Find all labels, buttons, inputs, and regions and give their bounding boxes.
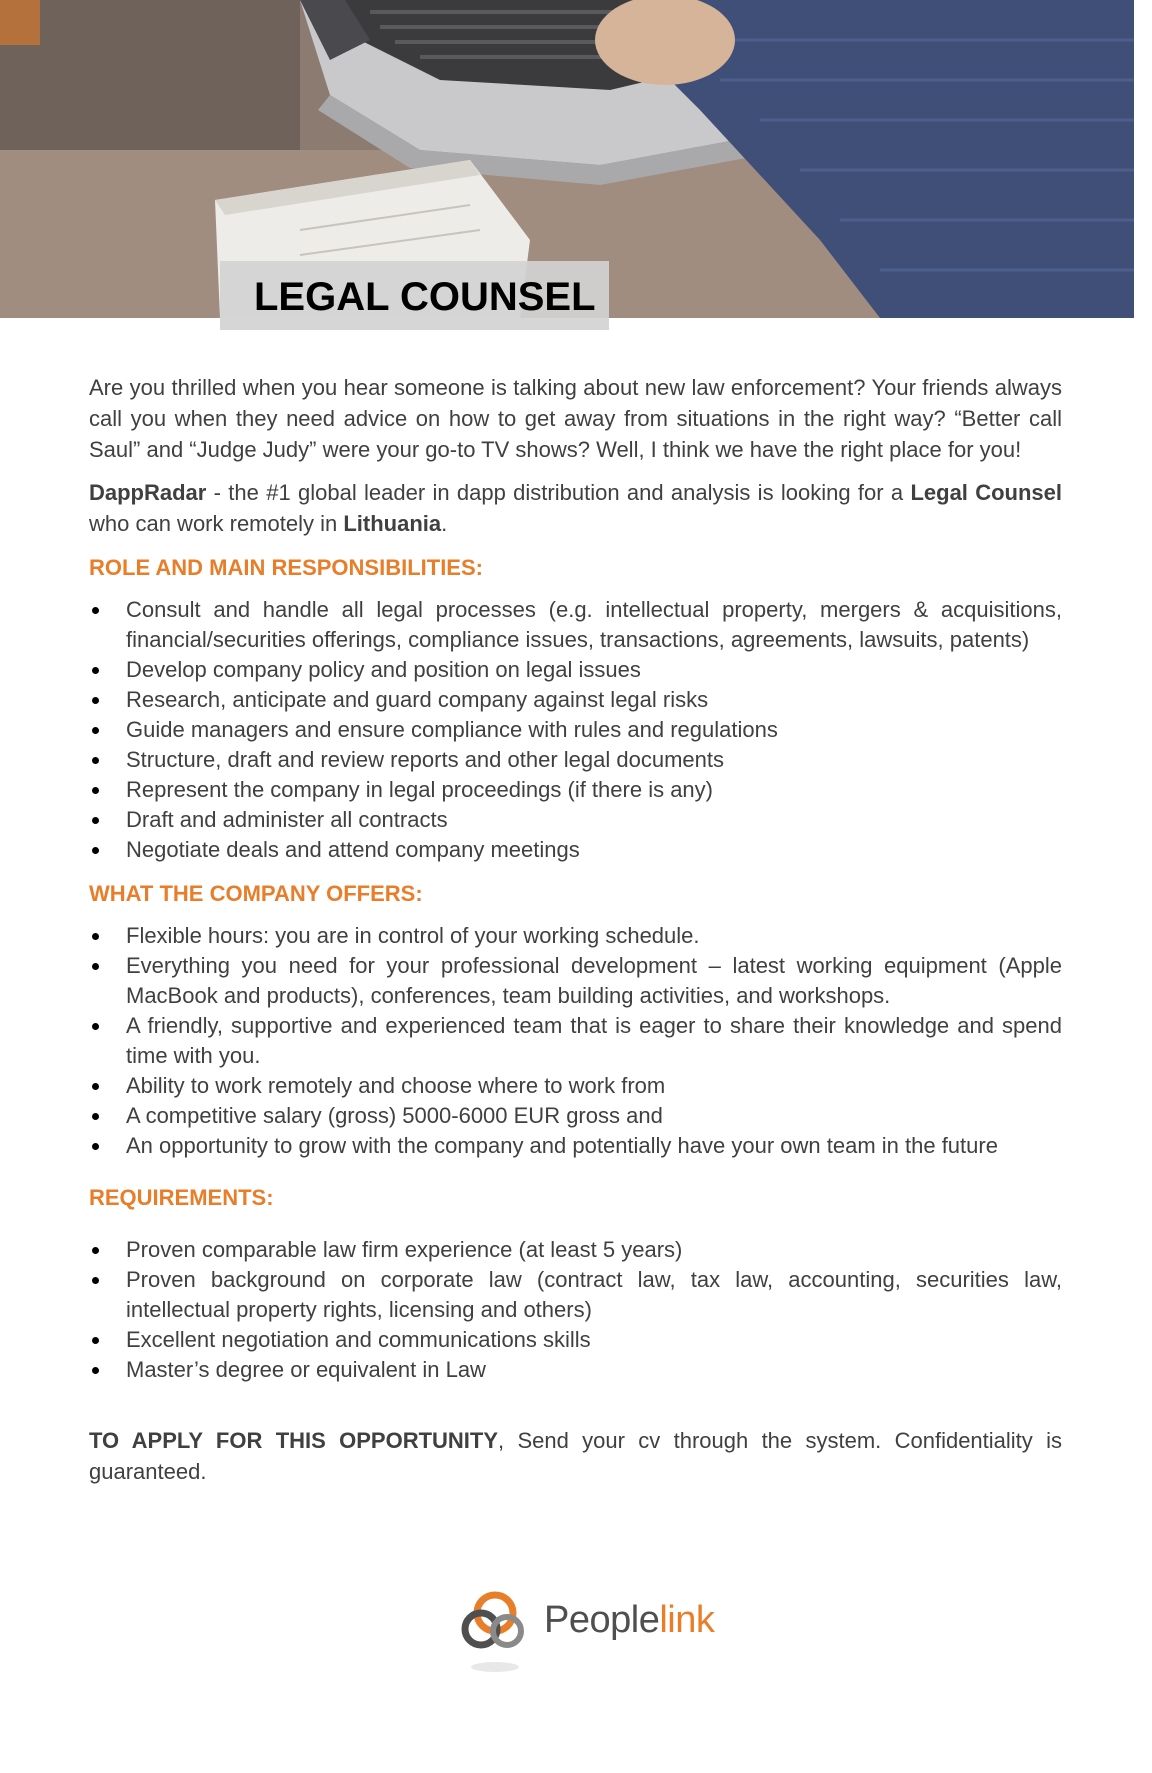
bullet-icon xyxy=(92,1143,99,1150)
apply-label: TO APPLY FOR THIS OPPORTUNITY xyxy=(89,1428,499,1453)
bullet-icon xyxy=(92,963,99,970)
bullet-icon xyxy=(92,1367,99,1374)
bullet-icon xyxy=(92,607,99,614)
list-item: Guide managers and ensure compliance with rules and regulations xyxy=(89,715,1062,745)
bullet-icon xyxy=(92,1083,99,1090)
company-name: DappRadar xyxy=(89,480,207,505)
list-item: Develop company policy and position on legal issues xyxy=(89,655,1062,685)
list-item: An opportunity to grow with the company and potentially have your own team in the future xyxy=(89,1131,1062,1161)
title-banner xyxy=(220,261,609,330)
company-paragraph xyxy=(89,477,1062,539)
company-text-end: . xyxy=(441,511,448,536)
responsibilities-list xyxy=(89,595,1062,865)
bullet-icon xyxy=(92,697,99,704)
apply-text: , Send your cv through the system. Confidentiality is guaranteed. xyxy=(89,1428,1062,1484)
logo-wordmark: Peoplelink xyxy=(544,1599,715,1641)
bullet-icon xyxy=(92,1023,99,1030)
list-item: Research, anticipate and guard company against legal risks xyxy=(89,685,1062,715)
company-text-2: who can work remotely in xyxy=(89,511,344,536)
intro-paragraph: Are you thrilled when you hear someone is talking about new law enforcement? Your friends always call you when they need advice on how to get away from situations in the right way? “Better call Saul” and “Judge Judy” were your go-to TV shows? Well, I think we have the right place for you! xyxy=(89,375,1062,462)
list-item: A competitive salary (gross) 5000-6000 EUR gross and xyxy=(89,1101,1062,1131)
list-item: Consult and handle all legal processes (e.g. intellectual property, mergers & acquisitions, financial/securities offerings, compliance issues, transactions, agreements, lawsuits, patents) xyxy=(89,595,1062,655)
page-title: LEGAL COUNSEL xyxy=(254,275,596,319)
bullet-icon xyxy=(92,757,99,764)
bullet-icon xyxy=(92,787,99,794)
role-name: Legal Counsel xyxy=(910,480,1063,505)
bullet-icon xyxy=(92,1113,99,1120)
list-item: Structure, draft and review reports and other legal documents xyxy=(89,745,1062,775)
requirements-list xyxy=(89,1235,1062,1385)
list-item: Proven comparable law firm experience (at least 5 years) xyxy=(89,1235,1062,1265)
bullet-icon xyxy=(92,1247,99,1254)
list-item: Master’s degree or equivalent in Law xyxy=(89,1355,1062,1385)
list-item: Proven background on corporate law (contract law, tax law, accounting, securities law, intellectual property rights, licensing and others) xyxy=(89,1265,1062,1325)
company-text: - the #1 global leader in dapp distribution and analysis is looking for a xyxy=(206,480,911,505)
responsibilities-heading: ROLE AND MAIN RESPONSIBILITIES: xyxy=(89,555,483,580)
peoplelink-logo-icon xyxy=(455,1585,535,1680)
list-item: Everything you need for your professional development – latest working equipment (Apple MacBook and products), conferences, team building activities, and workshops. xyxy=(89,951,1062,1011)
list-item: Draft and administer all contracts xyxy=(89,805,1062,835)
list-item: Negotiate deals and attend company meetings xyxy=(89,835,1062,865)
offers-heading: WHAT THE COMPANY OFFERS: xyxy=(89,881,423,906)
list-item: Represent the company in legal proceedings (if there is any) xyxy=(89,775,1062,805)
requirements-heading: REQUIREMENTS: xyxy=(89,1185,274,1210)
bullet-icon xyxy=(92,817,99,824)
bullet-icon xyxy=(92,727,99,734)
peoplelink-logo xyxy=(455,1585,715,1680)
apply-paragraph xyxy=(89,1425,1062,1487)
bullet-icon xyxy=(92,847,99,854)
bullet-icon xyxy=(92,1277,99,1284)
bullet-icon xyxy=(92,1337,99,1344)
offers-list xyxy=(89,921,1062,1161)
location-name: Lithuania xyxy=(343,511,442,536)
bullet-icon xyxy=(92,667,99,674)
job-description xyxy=(89,372,1062,1487)
list-item: Excellent negotiation and communications skills xyxy=(89,1325,1062,1355)
list-item: Flexible hours: you are in control of your working schedule. xyxy=(89,921,1062,951)
bullet-icon xyxy=(92,933,99,940)
list-item: Ability to work remotely and choose where to work from xyxy=(89,1071,1062,1101)
list-item: A friendly, supportive and experienced team that is eager to share their knowledge and spend time with you. xyxy=(89,1011,1062,1071)
